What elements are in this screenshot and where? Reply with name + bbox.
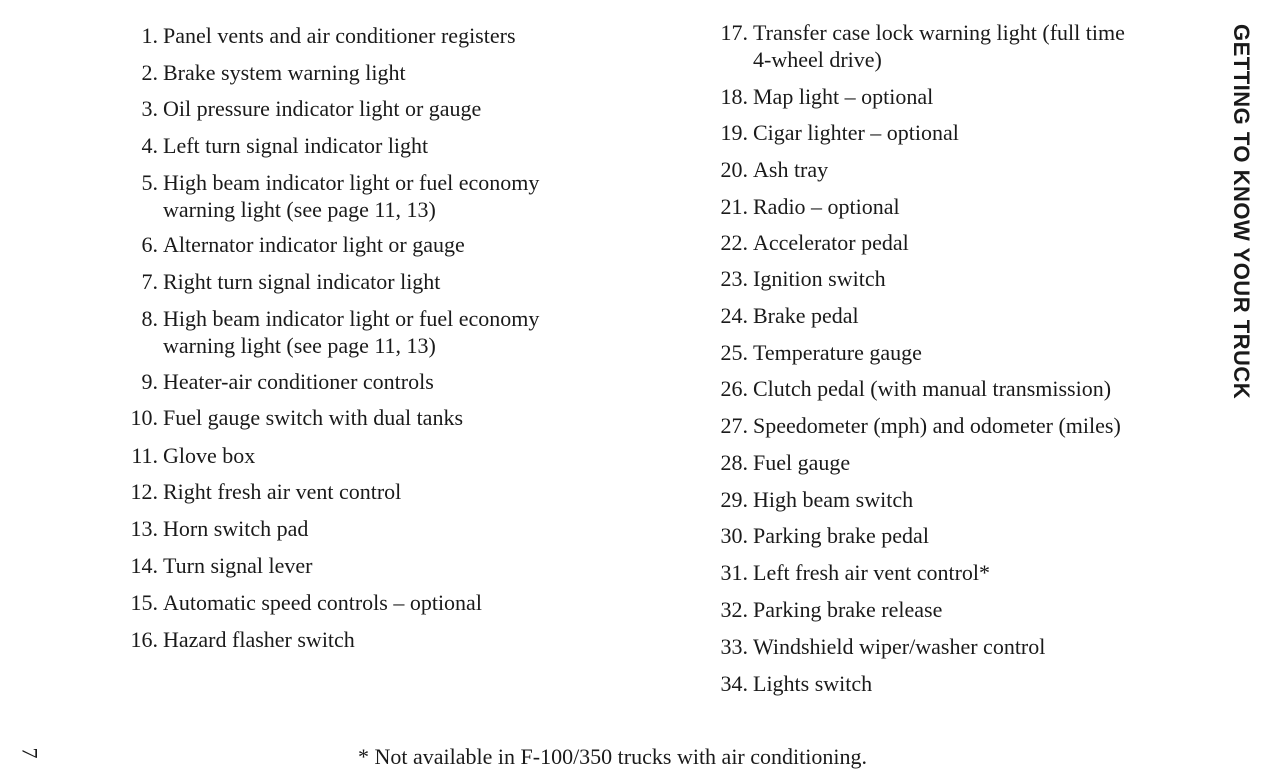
item-number: 29. [720, 487, 748, 512]
item-text: Transfer case lock warning light (full time 4-wheel drive) [753, 20, 1125, 72]
item-number: 21. [720, 194, 748, 219]
item-number: 15. [130, 590, 158, 615]
item-number: 2. [141, 60, 158, 85]
item-text: Alternator indicator light or gauge [163, 232, 465, 257]
item-text: Brake system warning light [163, 60, 406, 85]
item-number: 27. [720, 413, 748, 438]
item-text: Parking brake pedal [753, 523, 929, 548]
item-text: High beam indicator light or fuel economy warning light (see page 11, 13) [163, 170, 540, 222]
item-text: Right turn signal indicator light [163, 269, 441, 294]
item-number: 8. [141, 306, 158, 331]
item-text: Fuel gauge [753, 450, 851, 475]
item-number: 12. [130, 479, 158, 504]
item-text: High beam switch [753, 487, 914, 512]
item-number: 3. [141, 96, 158, 121]
item-text: Accelerator pedal [753, 230, 909, 255]
item-text: Parking brake release [753, 597, 943, 622]
item-text: Ash tray [753, 157, 829, 182]
item-text: Hazard flasher switch [163, 627, 355, 652]
item-number: 9. [141, 369, 158, 394]
item-text: Map light – optional [753, 84, 934, 109]
item-text: Turn signal lever [163, 553, 313, 578]
item-number: 25. [720, 340, 748, 365]
item-text: Right fresh air vent control [163, 479, 402, 504]
item-number: 1. [141, 23, 158, 48]
section-title: GETTING TO KNOW YOUR TRUCK [1229, 24, 1254, 400]
item-number: 13. [130, 516, 158, 541]
item-text: Glove box [163, 443, 256, 468]
item-number: 31. [720, 560, 748, 585]
item-number: 16. [130, 627, 158, 652]
item-text: Ignition switch [753, 266, 886, 291]
item-number: 7. [141, 269, 158, 294]
item-number: 23. [720, 266, 748, 291]
item-number: 33. [720, 634, 748, 659]
item-number: 4. [141, 133, 158, 158]
item-text: Automatic speed controls – optional [163, 590, 482, 615]
item-number: 19. [720, 120, 748, 145]
page-number: 7 [17, 747, 43, 759]
item-text: Radio – optional [753, 194, 900, 219]
item-text: Temperature gauge [753, 340, 922, 365]
item-text: Lights switch [753, 671, 873, 696]
item-number: 5. [141, 170, 158, 195]
item-number: 34. [720, 671, 748, 696]
item-text: Cigar lighter – optional [753, 120, 959, 145]
item-text: Oil pressure indicator light or gauge [163, 96, 482, 121]
item-text: High beam indicator light or fuel economy warning light (see page 11, 13) [163, 306, 540, 358]
item-text: Clutch pedal (with manual transmission) [753, 376, 1112, 401]
item-number: 11. [131, 443, 158, 468]
item-number: 30. [720, 523, 748, 548]
item-text: Fuel gauge switch with dual tanks [163, 405, 464, 430]
item-number: 6. [141, 232, 158, 257]
item-number: 10. [130, 405, 158, 430]
item-text: Left fresh air vent control* [753, 560, 991, 585]
item-number: 14. [130, 553, 158, 578]
item-text: Horn switch pad [163, 516, 309, 541]
item-number: 28. [720, 450, 748, 475]
item-text: Windshield wiper/washer control [753, 634, 1046, 659]
item-number: 18. [720, 84, 748, 109]
item-text: Speedometer (mph) and odometer (miles) [753, 413, 1121, 438]
item-number: 20. [720, 157, 748, 182]
item-text: Heater-air conditioner controls [163, 369, 434, 394]
item-text: Left turn signal indicator light [163, 133, 429, 158]
item-text: Brake pedal [753, 303, 859, 328]
item-text: Panel vents and air conditioner registers [163, 23, 516, 48]
item-number: 22. [720, 230, 748, 255]
item-number: 32. [720, 597, 748, 622]
footnote: * Not available in F-100/350 trucks with air conditioning. [358, 744, 867, 769]
item-number: 17. [720, 20, 748, 45]
item-number: 24. [720, 303, 748, 328]
item-number: 26. [720, 376, 748, 401]
